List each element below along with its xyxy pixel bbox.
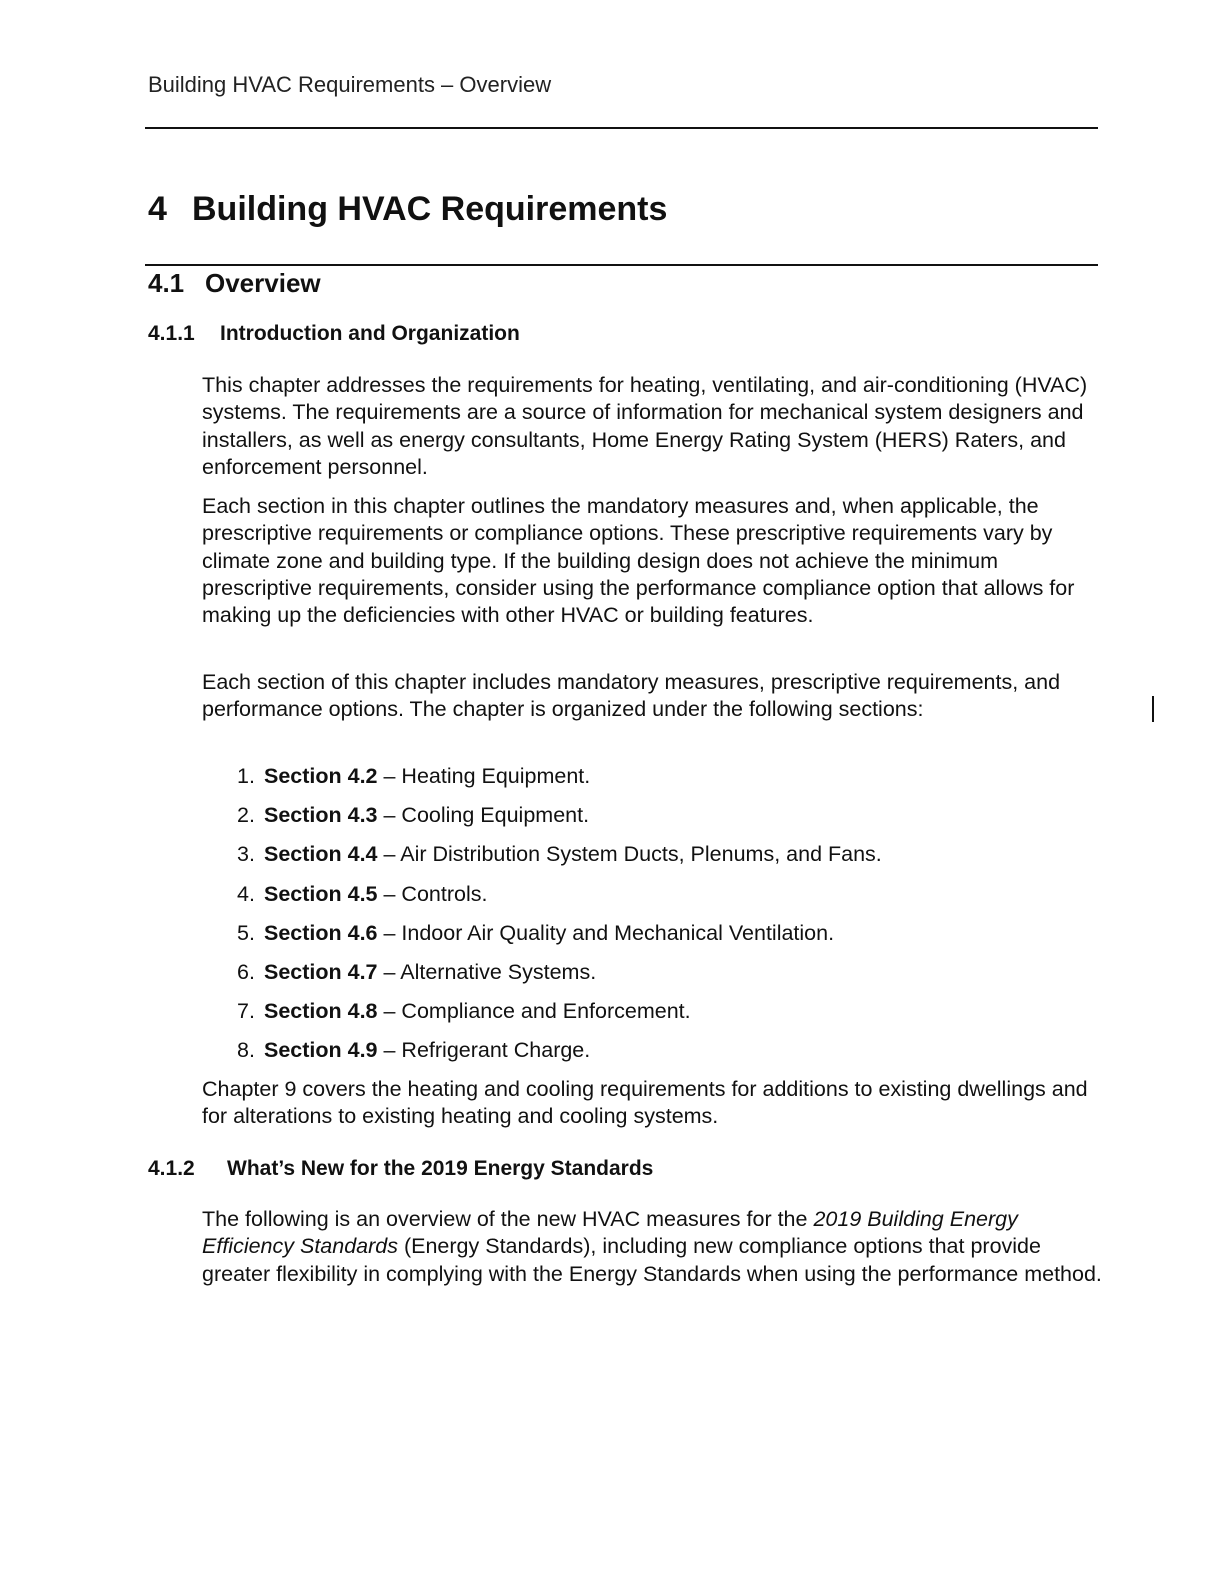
- section-desc: – Indoor Air Quality and Mechanical Ventilation.: [377, 920, 835, 945]
- paragraph-organization: [202, 669, 1102, 724]
- paragraph-text: Chapter 9 covers the heating and cooling requirements for additions to existing dwellings and for alterations to existing heating and cooling systems.: [202, 1077, 1088, 1129]
- revision-change-bar: [1152, 696, 1154, 722]
- standards-title-italic: 2019 Building Energy Efficiency Standards: [202, 1207, 1018, 1259]
- section-ref: Section 4.2: [264, 764, 378, 788]
- section-desc: – Alternative Systems.: [377, 959, 597, 984]
- list-index: 6.: [237, 959, 255, 984]
- subsection-number: 4.1.2: [148, 1157, 195, 1180]
- list-item: [237, 957, 882, 996]
- chapter-heading: [148, 186, 667, 232]
- chapter-title: Building HVAC Requirements: [192, 190, 668, 228]
- section-title: Overview: [205, 268, 321, 298]
- list-item: [237, 800, 882, 839]
- subsection-number: 4.1.1: [148, 322, 195, 345]
- section-desc: – Heating Equipment.: [377, 764, 591, 788]
- section-ref: Section 4.9: [264, 1038, 378, 1063]
- paragraph-text: Each section in this chapter outlines the mandatory measures and, when applicable, the prescriptive requirements or compliance options. These prescriptive requirements vary by climate zone and building type. If the building design does not achieve the minimum prescriptive requirements, consider using the performance compliance option that allows for making up the deficiencies with other HVAC or building features.: [202, 494, 1075, 628]
- section-ref: Section 4.8: [264, 999, 378, 1024]
- list-index: 4.: [237, 881, 255, 906]
- subsection-title: What’s New for the 2019 Energy Standards: [227, 1157, 654, 1180]
- section-desc: – Controls.: [377, 881, 488, 906]
- paragraph-text: Each section of this chapter includes mandatory measures, prescriptive requirements, and performance options. The chapter is organized under the following sections:: [202, 670, 1061, 722]
- paragraph-chapter-9-note: [202, 1076, 1102, 1131]
- list-item: [237, 761, 882, 800]
- list-item: [237, 1035, 882, 1074]
- paragraph-whats-new: [202, 1206, 1102, 1288]
- paragraph-intro: [202, 372, 1102, 481]
- intro-text-after: (Energy Standards), including new compliance options that provide greater flexibility in complying with the Energy Standards when using the performance method.: [202, 1234, 1102, 1286]
- subsection-heading-4-1-1: [148, 320, 520, 348]
- section-desc: – Compliance and Enforcement.: [377, 999, 691, 1024]
- header-rule: [145, 127, 1098, 129]
- subsection-title: Introduction and Organization: [220, 322, 520, 345]
- section-ref: Section 4.7: [264, 959, 378, 984]
- paragraph-text: [202, 1206, 1102, 1288]
- section-heading: [148, 266, 321, 300]
- running-header: Building HVAC Requirements – Overview: [148, 72, 552, 97]
- section-ref: Section 4.3: [264, 803, 378, 828]
- section-desc: – Refrigerant Charge.: [377, 1038, 591, 1063]
- section-ref: Section 4.4: [264, 842, 378, 867]
- list-index: 1.: [237, 764, 255, 788]
- section-ref: Section 4.5: [264, 881, 378, 906]
- list-index: 8.: [237, 1038, 255, 1063]
- paragraph-text: This chapter addresses the requirements for heating, ventilating, and air-conditioning (HVAC) systems. The requirements are a source of information for mechanical system designers and installers, as well as energy consultants, Home Energy Rating System (HERS) Raters, and enforcement personnel.: [202, 373, 1088, 479]
- section-desc: – Air Distribution System Ducts, Plenums, and Fans.: [377, 842, 882, 867]
- list-item: [237, 879, 882, 918]
- section-number: 4.1: [148, 268, 185, 298]
- intro-text-before: The following is an overview of the new HVAC measures for the: [202, 1207, 814, 1231]
- subsection-heading-4-1-2: [148, 1155, 653, 1183]
- list-item: [237, 918, 882, 957]
- list-item: [237, 996, 882, 1035]
- chapter-number: 4: [148, 190, 167, 228]
- section-desc: – Cooling Equipment.: [377, 803, 590, 828]
- list-index: 2.: [237, 803, 255, 828]
- list-item: [237, 839, 882, 878]
- section-ref: Section 4.6: [264, 920, 378, 945]
- paragraph-sections-outline: [202, 493, 1102, 629]
- sections-list: [237, 761, 882, 1075]
- list-index: 7.: [237, 999, 255, 1024]
- list-index: 5.: [237, 920, 255, 945]
- list-index: 3.: [237, 842, 255, 867]
